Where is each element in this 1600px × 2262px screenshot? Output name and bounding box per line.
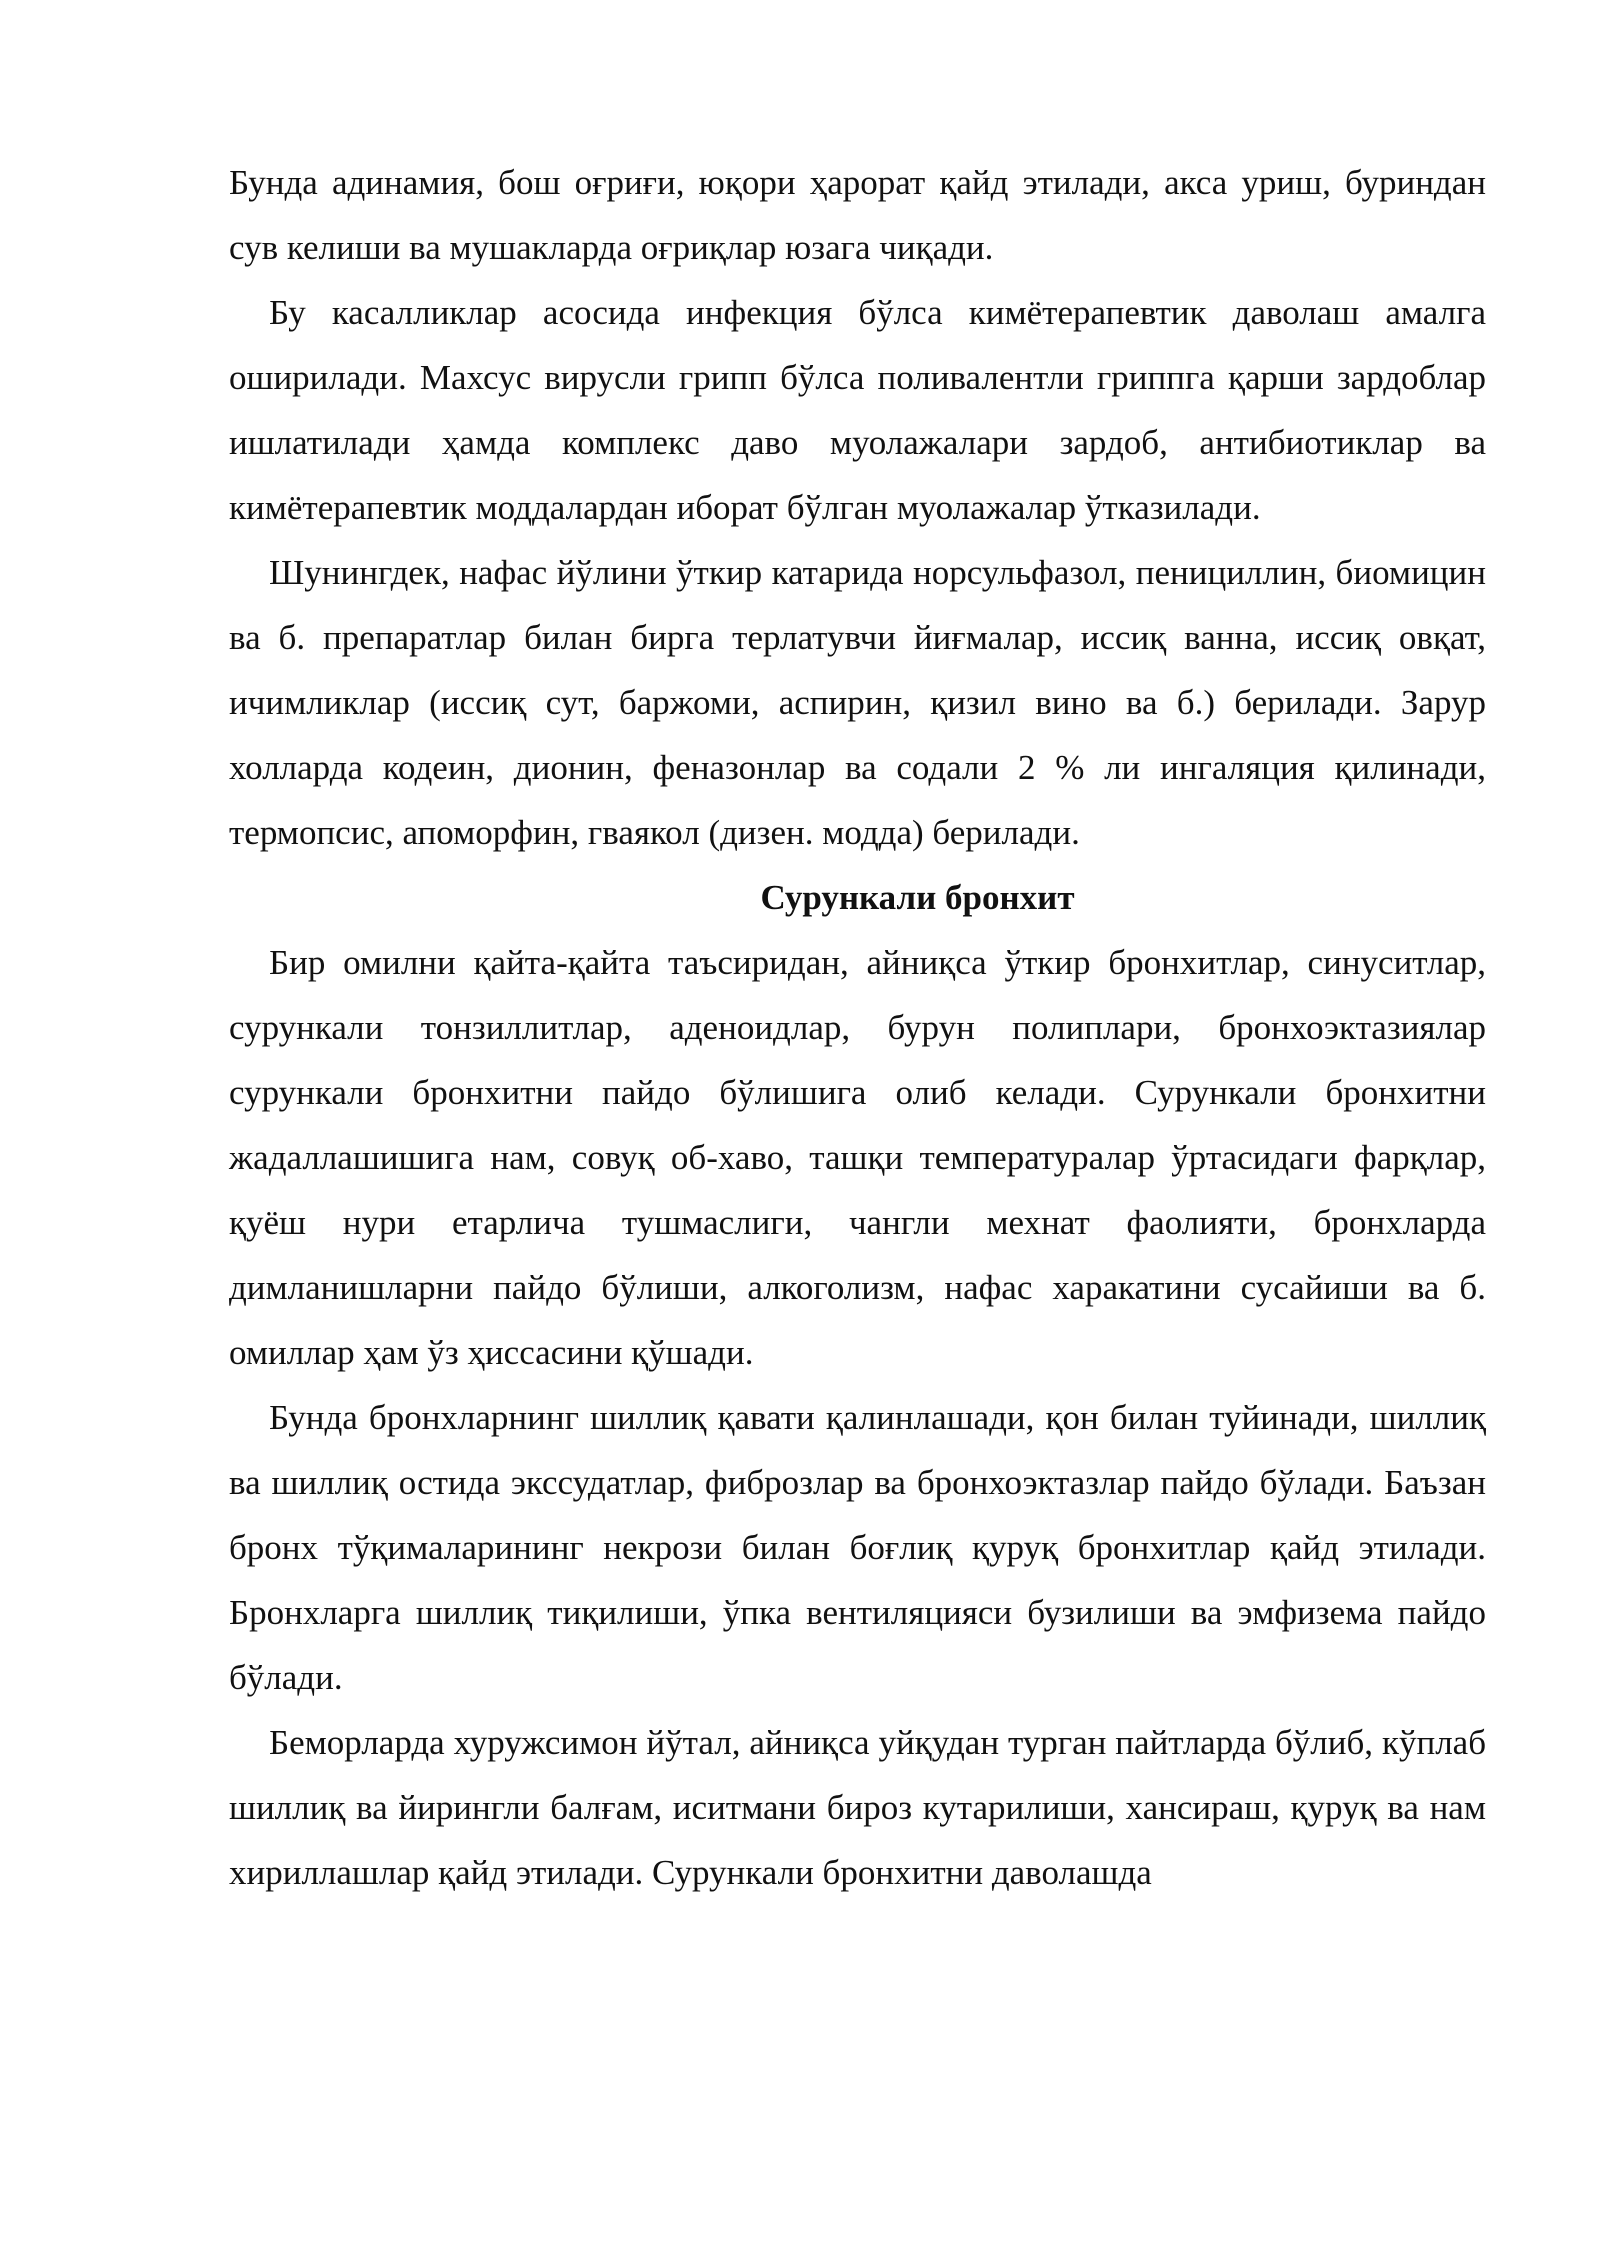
paragraph-treatment: Бу касалликлар асосида инфекция бўлса кимётерапевтик даволаш амалга оширилади. Махсус вирусли грипп бўлса поливалентли гриппга қарши зардоблар ишлатилади ҳамда комплекс даво муолажалари зардоб, антибиотиклар ва кимётерапевтик моддалардан иборат бўлган муолажалар ўтказилади. [229,293,1486,527]
paragraph-causes: Бир омилни қайта-қайта таъсиридан, айниқса ўткир бронхитлар, синуситлар, сурункали тонзиллитлар, аденоидлар, бурун полиплари, бронхоэктазиялар сурункали бронхитни пайдо бўлишига олиб келади. Сурункали бронхитни жадаллашишига нам, совуқ об-хаво, ташқи температуралар ўртасидаги фарқлар, қуёш нури етарлича тушмаслиги, чангли мехнат фаолияти, бронхларда димланишларни пайдо бўлиши, алкоголизм, нафас харакатини сусайиши ва б. омиллар ҳам ўз ҳиссасини қўшади. [229,943,1486,1372]
paragraph-symptoms: Бунда адинамия, бош оғриғи, юқори ҳарорат қайд этилади, акса уриш, буриндан сув келиши ва мушакларда оғриқлар юзага чиқади. [229,163,1486,267]
paragraph-pathology: Бунда бронхларнинг шиллиқ қавати қалинлашади, қон билан туйинади, шиллиқ ва шиллиқ остида экссудатлар, фиброзлар ва бронхоэктазлар пайдо бўлади. Баъзан бронх тўқималарининг некрози билан боғлиқ қуруқ бронхитлар қайд этилади. Бронхларга шиллиқ тиқилиши, ўпка вентиляцияси бузилиши ва эмфизема пайдо бўлади. [229,1398,1486,1697]
document-body [229,150,1486,1905]
paragraph-acute-catarrh: Шунингдек, нафас йўлини ўткир катарида норсульфазол, пенициллин, биомицин ва б. препаратлар билан бирга терлатувчи йиғмалар, иссиқ ванна, иссиқ овқат, ичимликлар (иссиқ сут, баржоми, аспирин, қизил вино ва б.) берилади. Зарур холларда кодеин, дионин, феназонлар ва содали 2 % ли ингаляция қилинади, термопсис, апоморфин, гваякол (дизен. модда) берилади. [229,553,1486,852]
paragraph-patients: Беморларда хуружсимон йўтал, айниқса уйқудан турган пайтларда бўлиб, кўплаб шиллиқ ва йирингли балғам, иситмани бироз кутарилиши, хансираш, қуруқ ва нам хириллашлар қайд этилади. Сурункали бронхитни даволашда [229,1723,1486,1892]
section-heading: Сурункали бронхит [760,878,1075,917]
